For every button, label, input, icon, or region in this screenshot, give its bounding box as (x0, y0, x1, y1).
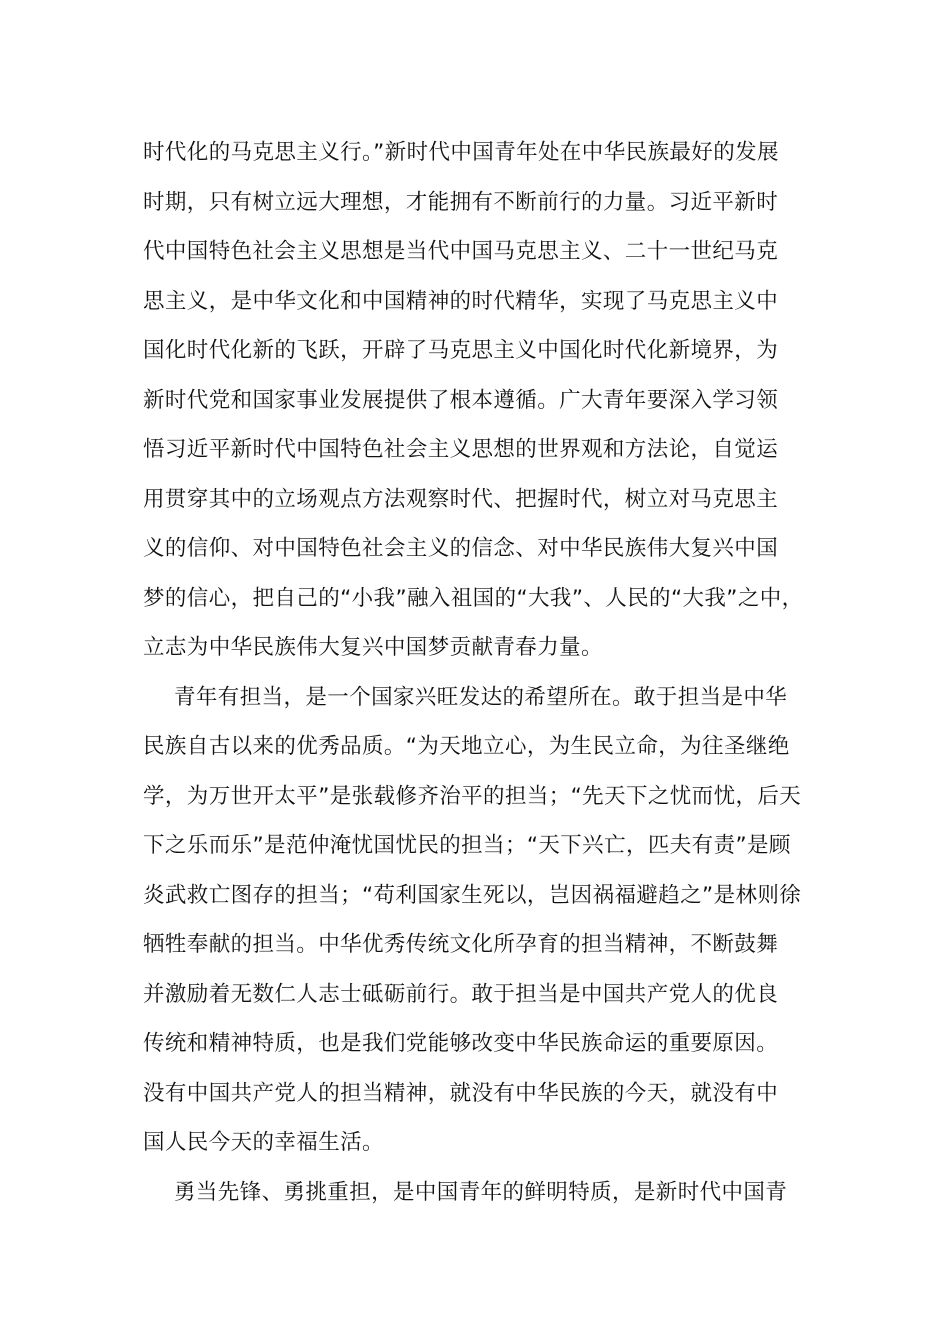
text-line: 梦的信心，把自己的“小我”融入祖国的“大我”、人民的“大我”之中， (143, 585, 804, 611)
text-line: 代中国特色社会主义思想是当代中国马克思主义、二十一世纪马克 (143, 239, 779, 264)
text-line: 新时代党和国家事业发展提供了根本遵循。广大青年要深入学习领 (143, 387, 779, 413)
paragraph-3 (143, 1168, 811, 1218)
text-line: 炎武救亡图存的担当；“苟利国家生死以，岂因祸福避趋之”是林则徐 (143, 882, 802, 908)
text-line: 并激励着无数仁人志士砥砺前行。敢于担当是中国共产党人的优良 (143, 981, 779, 1007)
text-line: 国化时代化新的飞跃，开辟了马克思主义中国化时代化新境界，为 (143, 338, 779, 363)
text-line: 下之乐而乐”是范仲淹忧国忧民的担当；“天下兴亡，匹夫有责”是顾 (143, 833, 791, 858)
text-line-indented: 青年有担当，是一个国家兴旺发达的希望所在。敢于担当是中华 (174, 684, 788, 710)
document-body (143, 128, 811, 1217)
text-line-indented: 勇当先锋、勇挑重担，是中国青年的鲜明特质，是新时代中国青 (174, 1179, 788, 1205)
paragraph-1 (143, 128, 811, 673)
text-line: 时代化的马克思主义行。”新时代中国青年处在中华民族最好的发展 (143, 140, 779, 165)
text-line: 立志为中华民族伟大复兴中国梦贡献青春力量。 (143, 635, 603, 660)
paragraph-2 (143, 673, 811, 1168)
text-line: 民族自古以来的优秀品质。“为天地立心，为生民立命，为往圣继绝 (143, 734, 790, 759)
text-line: 国人民今天的幸福生活。 (143, 1130, 384, 1155)
text-line: 时期，只有树立远大理想，才能拥有不断前行的力量。习近平新时 (143, 189, 779, 215)
text-line: 义的信仰、对中国特色社会主义的信念、对中华民族伟大复兴中国 (143, 536, 779, 561)
text-line: 思主义，是中华文化和中国精神的时代精华，实现了马克思主义中 (143, 288, 779, 314)
text-line: 用贯穿其中的立场观点方法观察时代、把握时代，树立对马克思主 (143, 486, 779, 512)
text-line: 传统和精神特质，也是我们党能够改变中华民族命运的重要原因。 (143, 1031, 779, 1056)
text-line: 没有中国共产党人的担当精神，就没有中华民族的今天，就没有中 (143, 1080, 779, 1106)
text-line: 悟习近平新时代中国特色社会主义思想的世界观和方法论，自觉运 (143, 437, 779, 462)
text-line: 牺牲奉献的担当。中华优秀传统文化所孕育的担当精神，不断鼓舞 (143, 932, 779, 957)
text-line: 学，为万世开太平”是张载修齐治平的担当；“先天下之忧而忧，后天 (143, 783, 802, 809)
